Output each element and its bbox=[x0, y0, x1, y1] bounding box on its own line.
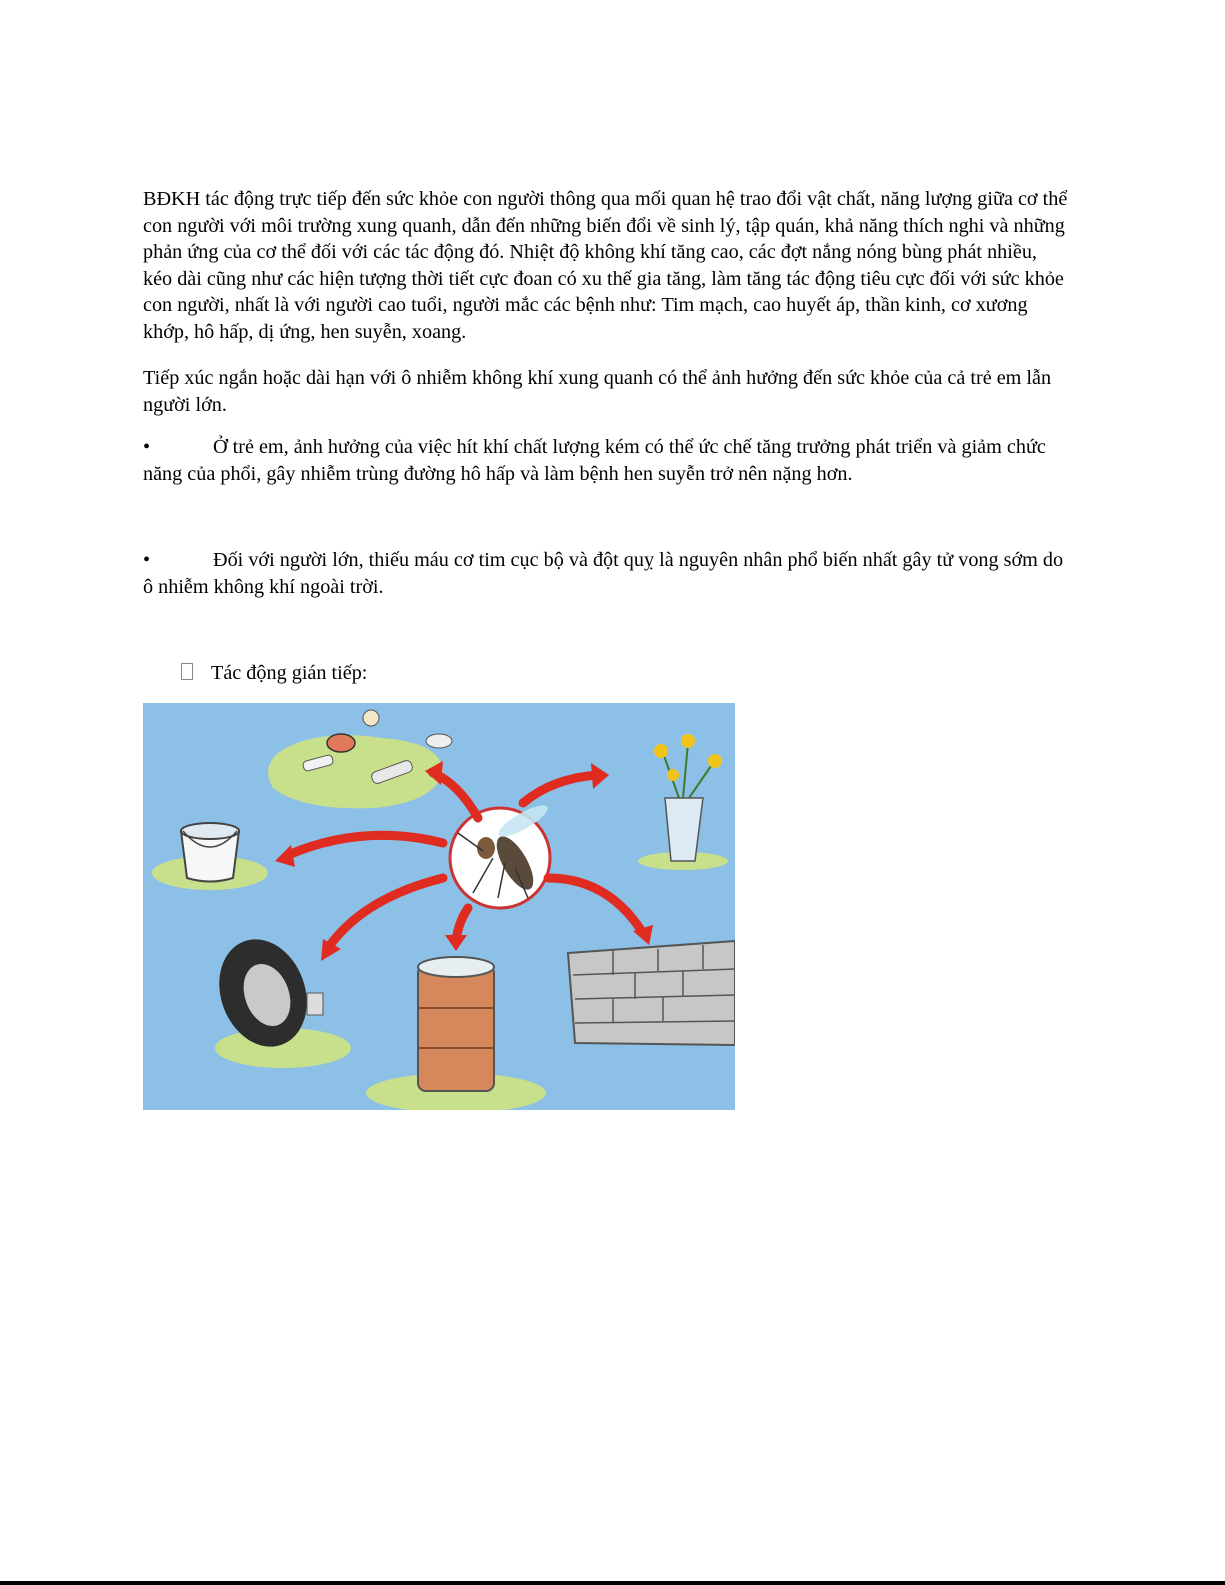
bullet-text: Ở trẻ em, ảnh hưởng của việc hít khí chất lượng kém có thể ức chế tăng trưởng phát triển và giảm chức năng của phổi, gây nhiễm trùng đường hô hấp và làm bệnh hen suyễn trở nên nặng hơn. bbox=[143, 436, 1046, 485]
bullet-item-adults bbox=[143, 547, 1068, 600]
mosquito-breeding-sites-illustration bbox=[143, 703, 735, 1110]
subheading-indirect-impact bbox=[181, 660, 367, 686]
paragraph-air-pollution: Tiếp xúc ngắn hoặc dài hạn với ô nhiễm không khí xung quanh có thể ảnh hưởng đến sức khỏe của cả trẻ em lẫn người lớn. bbox=[143, 367, 1052, 416]
brick-wall-icon bbox=[568, 941, 735, 1045]
bullet-marker: • bbox=[143, 436, 151, 458]
bullet-marker: • bbox=[143, 549, 151, 571]
checkbox-glyph-icon bbox=[181, 663, 193, 680]
bullet-item-children bbox=[143, 434, 1068, 487]
page-bottom-border bbox=[0, 1581, 1225, 1585]
subheading-text: Tác động gián tiếp: bbox=[211, 662, 368, 684]
paragraph-direct-impact: BĐKH tác động trực tiếp đến sức khỏe con người thông qua mối quan hệ trao đổi vật chất, năng lượng giữa cơ thể con người với môi trường xung quanh, dẫn đến những biến đổi về sinh lý, tập quán, khả năng thích nghi và những phản ứng của cơ thể đối với các tác động đó. Nhiệt độ không khí tăng cao, các đợt nắng nóng bùng phát nhiều, kéo dài cũng như các hiện tượng thời tiết cực đoan có xu thế gia tăng, làm tăng tác động tiêu cực đối với sức khỏe con người, nhất là với người cao tuổi, người mắc các bệnh như: Tim mạch, cao huyết áp, thần kinh, cơ xương khớp, hô hấp, dị ứng, hen suyễn, xoang. bbox=[143, 188, 1068, 343]
bullet-text: Đối với người lớn, thiếu máu cơ tim cục bộ và đột quỵ là nguyên nhân phổ biến nhất gây tử vong sớm do ô nhiễm không khí ngoài trời. bbox=[143, 549, 1064, 598]
